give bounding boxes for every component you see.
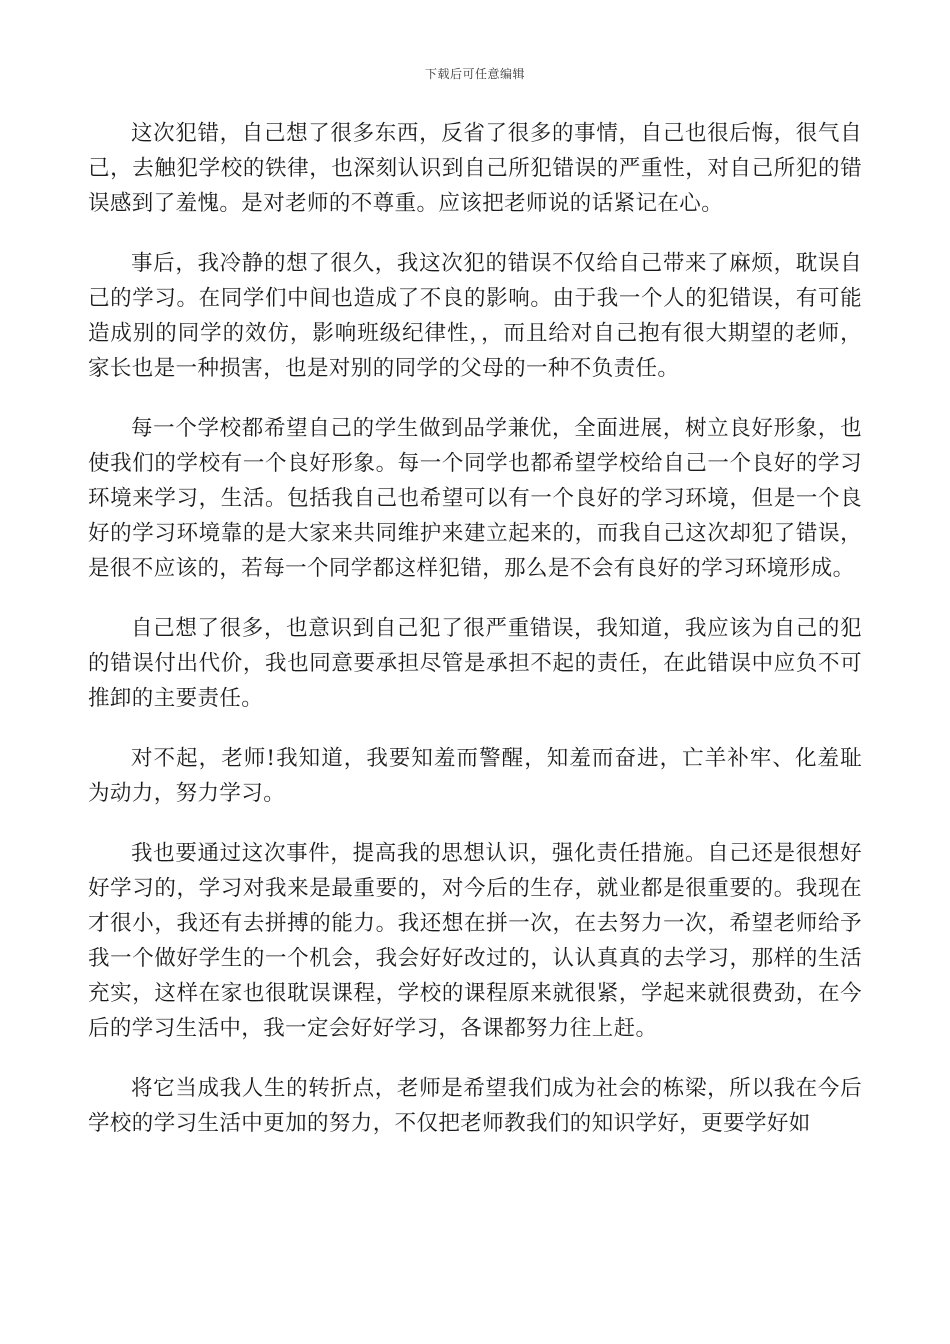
paragraph-2: 事后，我冷静的想了很久，我这次犯的错误不仅给自己带来了麻烦，耽误自己的学习。在同学们中间也造成了不良的影响。由于我一个人的犯错误，有可能造成别的同学的效仿，影响班级纪律性，，而且给对自己抱有很大期望的老师，家长也是一种损害，也是对别的同学的父母的一种不负责任。 bbox=[88, 251, 862, 381]
paragraph-5: 对不起，老师!我知道，我要知羞而警醒，知羞而奋进，亡羊补牢、化羞耻为动力，努力学习。 bbox=[88, 746, 862, 806]
paragraph-7: 将它当成我人生的转折点，老师是希望我们成为社会的栋梁，所以我在今后学校的学习生活中更加的努力，不仅把老师教我们的知识学好，更要学好如 bbox=[88, 1076, 862, 1136]
document-body bbox=[88, 116, 862, 1166]
paragraph-1: 这次犯错，自己想了很多东西，反省了很多的事情，自己也很后悔，很气自己，去触犯学校的铁律，也深刻认识到自己所犯错误的严重性，对自己所犯的错误感到了羞愧。是对老师的不尊重。应该把老师说的话紧记在心。 bbox=[88, 121, 862, 216]
paragraph-3: 每一个学校都希望自己的学生做到品学兼优，全面进展，树立良好形象，也使我们的学校有一个良好形象。每一个同学也都希望学校给自己一个良好的学习环境来学习，生活。包括我自己也希望可以有一个良好的学习环境，但是一个良好的学习环境靠的是大家来共同维护来建立起来的，而我自己这次却犯了错误，是很不应该的，若每一个同学都这样犯错，那么是不会有良好的学习环境形成。 bbox=[88, 416, 862, 581]
paragraph-4: 自己想了很多，也意识到自己犯了很严重错误，我知道，我应该为自己的犯的错误付出代价，我也同意要承担尽管是承担不起的责任，在此错误中应负不可推卸的主要责任。 bbox=[88, 616, 862, 711]
page-header: 下载后可任意编辑 bbox=[424, 67, 525, 81]
paragraph-6: 我也要通过这次事件，提高我的思想认识，强化责任措施。自己还是很想好好学习的，学习对我来是最重要的，对今后的生存，就业都是很重要的。我现在才很小，我还有去拼搏的能力。我还想在拼一次，在去努力一次，希望老师给予我一个做好学生的一个机会，我会好好改过的，认认真真的去学习，那样的生活充实，这样在家也很耽误课程，学校的课程原来就很紧，学起来就很费劲，在今后的学习生活中，我一定会好好学习，各课都努力往上赶。 bbox=[88, 841, 862, 1041]
